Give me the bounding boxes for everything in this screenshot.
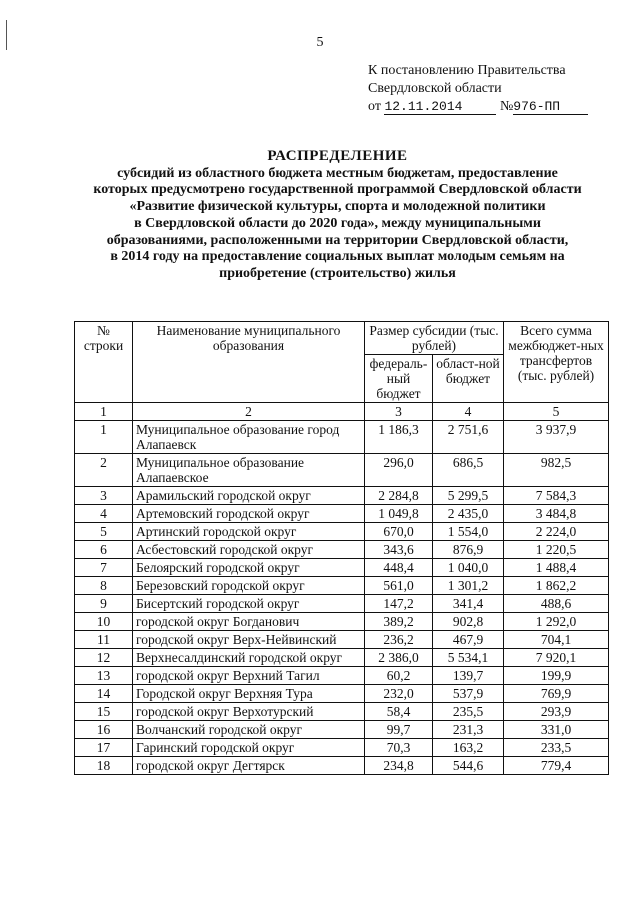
municipality-cell: Городской округ Верхняя Тура — [133, 685, 365, 703]
title-line: в Свердловской области до 2020 года», между муниципальными — [134, 215, 541, 231]
table-row — [75, 523, 609, 541]
municipality-cell: Асбестовский городской округ — [133, 541, 365, 559]
regional-budget-cell: 686,5 — [433, 454, 504, 487]
table-row — [75, 421, 609, 454]
table-row — [75, 577, 609, 595]
total-cell: 199,9 — [504, 667, 609, 685]
regional-budget-cell: 235,5 — [433, 703, 504, 721]
table-row — [75, 667, 609, 685]
appendix-line-2: Свердловской области — [368, 81, 502, 96]
regional-budget-cell: 1 301,2 — [433, 577, 504, 595]
federal-budget-cell: 1 186,3 — [365, 421, 433, 454]
title-main: РАСПРЕДЕЛЕНИЕ — [267, 148, 408, 164]
regional-budget-cell: 544,6 — [433, 757, 504, 775]
header-total: Всего сумма межбюджет-ных трансфертов (тыс. рублей) — [504, 322, 609, 403]
row-number-cell: 11 — [75, 631, 133, 649]
table-row — [75, 505, 609, 523]
appendix-number-label: № — [499, 99, 514, 114]
federal-budget-cell: 236,2 — [365, 631, 433, 649]
header-regional-budget: област-ной бюджет — [433, 355, 504, 403]
municipality-cell: городской округ Богданович — [133, 613, 365, 631]
total-cell: 1 488,4 — [504, 559, 609, 577]
regional-budget-cell: 467,9 — [433, 631, 504, 649]
row-number-cell: 3 — [75, 487, 133, 505]
federal-budget-cell: 343,6 — [365, 541, 433, 559]
municipality-cell: городской округ Верх-Нейвинский — [133, 631, 365, 649]
regional-budget-cell: 231,3 — [433, 721, 504, 739]
regional-budget-cell: 902,8 — [433, 613, 504, 631]
federal-budget-cell: 1 049,8 — [365, 505, 433, 523]
appendix-date-line — [368, 98, 588, 116]
regional-budget-cell: 341,4 — [433, 595, 504, 613]
appendix-reference — [368, 62, 588, 116]
municipality-cell: городской округ Дегтярск — [133, 757, 365, 775]
federal-budget-cell: 670,0 — [365, 523, 433, 541]
federal-budget-cell: 70,3 — [365, 739, 433, 757]
column-number: 5 — [504, 403, 609, 421]
table-row — [75, 631, 609, 649]
regional-budget-cell: 2 435,0 — [433, 505, 504, 523]
document-title — [60, 148, 615, 283]
table-row — [75, 703, 609, 721]
total-cell: 1 220,5 — [504, 541, 609, 559]
title-line: приобретение (строительство) жилья — [219, 265, 456, 281]
column-number: 4 — [433, 403, 504, 421]
title-line: «Развитие физической культуры, спорта и молодежной политики — [129, 199, 546, 215]
regional-budget-cell: 5 299,5 — [433, 487, 504, 505]
federal-budget-cell: 58,4 — [365, 703, 433, 721]
title-line: субсидий из областного бюджета местным бюджетам, предоставление — [117, 165, 558, 181]
total-cell: 779,4 — [504, 757, 609, 775]
municipality-cell: Белоярский городской округ — [133, 559, 365, 577]
municipality-cell: Муниципальное образование город Алапаевск — [133, 421, 365, 454]
table-row — [75, 649, 609, 667]
appendix-from-label: от — [368, 99, 381, 114]
column-number: 1 — [75, 403, 133, 421]
table-row — [75, 721, 609, 739]
total-cell: 7 584,3 — [504, 487, 609, 505]
municipality-cell: Верхнесалдинский городской округ — [133, 649, 365, 667]
row-number-cell: 18 — [75, 757, 133, 775]
municipality-cell: Артинский городской округ — [133, 523, 365, 541]
total-cell: 3 484,8 — [504, 505, 609, 523]
total-cell: 2 224,0 — [504, 523, 609, 541]
municipality-cell: Артемовский городской округ — [133, 505, 365, 523]
row-number-cell: 12 — [75, 649, 133, 667]
row-number-cell: 10 — [75, 613, 133, 631]
federal-budget-cell: 2 284,8 — [365, 487, 433, 505]
header-row-number: № строки — [75, 322, 133, 403]
total-cell: 3 937,9 — [504, 421, 609, 454]
row-number-cell: 1 — [75, 421, 133, 454]
total-cell: 769,9 — [504, 685, 609, 703]
table-body — [75, 421, 609, 775]
row-number-cell: 15 — [75, 703, 133, 721]
regional-budget-cell: 139,7 — [433, 667, 504, 685]
appendix-line-1: К постановлению Правительства — [368, 63, 566, 78]
table-header — [75, 322, 609, 421]
federal-budget-cell: 296,0 — [365, 454, 433, 487]
table-row — [75, 454, 609, 487]
municipality-cell: Волчанский городской округ — [133, 721, 365, 739]
municipality-cell: Муниципальное образование Алапаевское — [133, 454, 365, 487]
regional-budget-cell: 1 040,0 — [433, 559, 504, 577]
row-number-cell: 13 — [75, 667, 133, 685]
federal-budget-cell: 561,0 — [365, 577, 433, 595]
table-row — [75, 541, 609, 559]
federal-budget-cell: 389,2 — [365, 613, 433, 631]
header-federal-budget: федераль-ный бюджет — [365, 355, 433, 403]
page-number: 5 — [316, 35, 324, 50]
table-row — [75, 739, 609, 757]
column-number: 3 — [365, 403, 433, 421]
row-number-cell: 14 — [75, 685, 133, 703]
municipality-cell: городской округ Верхотурский — [133, 703, 365, 721]
row-number-cell: 16 — [75, 721, 133, 739]
total-cell: 704,1 — [504, 631, 609, 649]
column-number: 2 — [133, 403, 365, 421]
row-number-cell: 2 — [75, 454, 133, 487]
federal-budget-cell: 147,2 — [365, 595, 433, 613]
total-cell: 982,5 — [504, 454, 609, 487]
appendix-number: 976-ПП — [513, 100, 588, 115]
subsidy-distribution-table — [74, 321, 609, 775]
municipality-cell: городской округ Верхний Тагил — [133, 667, 365, 685]
row-number-cell: 8 — [75, 577, 133, 595]
column-number-row — [75, 403, 609, 421]
table-row — [75, 757, 609, 775]
table-row — [75, 595, 609, 613]
table-row — [75, 487, 609, 505]
federal-budget-cell: 60,2 — [365, 667, 433, 685]
municipality-cell: Бисертский городской округ — [133, 595, 365, 613]
regional-budget-cell: 5 534,1 — [433, 649, 504, 667]
regional-budget-cell: 2 751,6 — [433, 421, 504, 454]
total-cell: 7 920,1 — [504, 649, 609, 667]
total-cell: 233,5 — [504, 739, 609, 757]
regional-budget-cell: 1 554,0 — [433, 523, 504, 541]
row-number-cell: 5 — [75, 523, 133, 541]
total-cell: 293,9 — [504, 703, 609, 721]
title-line: которых предусмотрено государственной программой Свердловской области — [93, 182, 582, 198]
header-municipality: Наименование муниципального образования — [133, 322, 365, 403]
municipality-cell: Гаринский городской округ — [133, 739, 365, 757]
federal-budget-cell: 2 386,0 — [365, 649, 433, 667]
appendix-date: 12.11.2014 — [384, 100, 496, 115]
federal-budget-cell: 232,0 — [365, 685, 433, 703]
municipality-cell: Арамильский городской округ — [133, 487, 365, 505]
regional-budget-cell: 163,2 — [433, 739, 504, 757]
row-number-cell: 7 — [75, 559, 133, 577]
title-line: в 2014 году на предоставление социальных выплат молодым семьям на — [110, 249, 565, 265]
row-number-cell: 9 — [75, 595, 133, 613]
table-row — [75, 559, 609, 577]
total-cell: 1 292,0 — [504, 613, 609, 631]
total-cell: 1 862,2 — [504, 577, 609, 595]
federal-budget-cell: 99,7 — [365, 721, 433, 739]
federal-budget-cell: 448,4 — [365, 559, 433, 577]
table-row — [75, 685, 609, 703]
row-number-cell: 6 — [75, 541, 133, 559]
table-row — [75, 613, 609, 631]
total-cell: 331,0 — [504, 721, 609, 739]
row-number-cell: 17 — [75, 739, 133, 757]
row-number-cell: 4 — [75, 505, 133, 523]
total-cell: 488,6 — [504, 595, 609, 613]
regional-budget-cell: 537,9 — [433, 685, 504, 703]
municipality-cell: Березовский городской округ — [133, 577, 365, 595]
regional-budget-cell: 876,9 — [433, 541, 504, 559]
title-line: образованиями, расположенными на территории Свердловской области, — [106, 232, 569, 248]
header-subsidy-size: Размер субсидии (тыс. рублей) — [365, 322, 504, 355]
federal-budget-cell: 234,8 — [365, 757, 433, 775]
